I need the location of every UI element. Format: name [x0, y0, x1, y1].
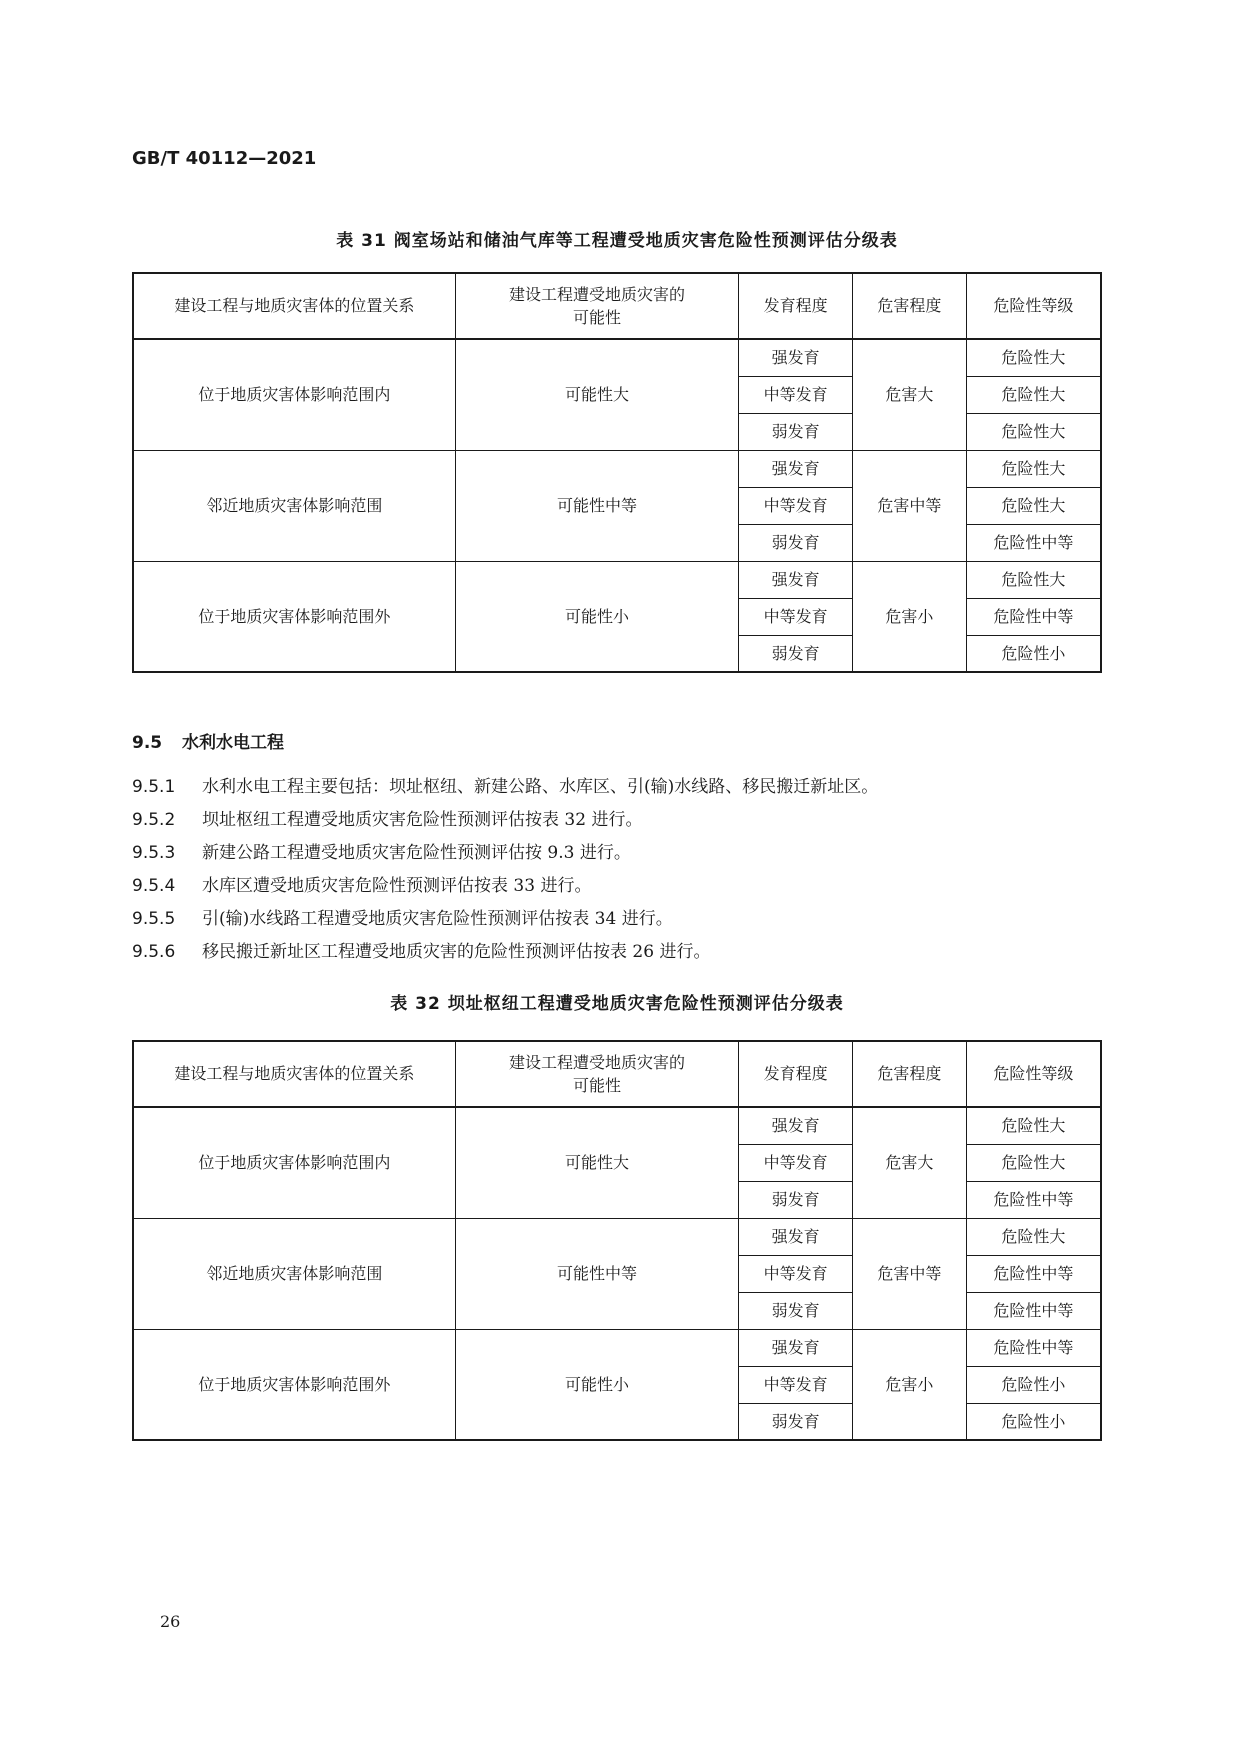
position-cell: 位于地质灾害体影响范围内 — [133, 1107, 455, 1218]
risk-cell: 危险性中等 — [966, 1181, 1101, 1218]
clause-text: 移民搬迁新址区工程遭受地质灾害的危险性预测评估按表 26 进行。 — [202, 942, 711, 962]
development-cell: 中等发育 — [739, 1144, 853, 1181]
header-likelihood-line1: 建设工程遭受地质灾害的 — [508, 284, 685, 304]
development-cell: 中等发育 — [739, 1366, 853, 1403]
header-likelihood-line1: 建设工程遭受地质灾害的 — [508, 1052, 685, 1072]
table-row — [133, 1107, 1101, 1144]
header-harm: 危害程度 — [852, 1041, 966, 1107]
risk-cell: 危险性大 — [966, 413, 1101, 450]
header-risk: 危险性等级 — [966, 1041, 1101, 1107]
section-heading — [132, 728, 284, 753]
clause-text: 坝址枢纽工程遭受地质灾害危险性预测评估按表 32 进行。 — [202, 810, 643, 830]
header-development: 发育程度 — [739, 273, 853, 339]
development-cell: 弱发育 — [739, 524, 853, 561]
development-cell: 强发育 — [739, 1329, 853, 1366]
development-cell: 弱发育 — [739, 413, 853, 450]
header-harm: 危害程度 — [852, 273, 966, 339]
risk-cell: 危险性大 — [966, 1144, 1101, 1181]
table-32-title: 表 32 坝址枢纽工程遭受地质灾害危险性预测评估分级表 — [390, 994, 844, 1014]
table-31 — [132, 272, 1102, 673]
development-cell: 弱发育 — [739, 1181, 853, 1218]
position-cell: 位于地质灾害体影响范围外 — [133, 1329, 455, 1440]
likelihood-cell: 可能性大 — [455, 339, 738, 450]
likelihood-cell: 可能性中等 — [455, 1218, 738, 1329]
header-development: 发育程度 — [739, 1041, 853, 1107]
harm-cell: 危害小 — [852, 561, 966, 672]
risk-cell: 危险性中等 — [966, 1255, 1101, 1292]
risk-cell: 危险性中等 — [966, 1329, 1101, 1366]
header-risk: 危险性等级 — [966, 273, 1101, 339]
development-cell: 中等发育 — [739, 598, 853, 635]
development-cell: 强发育 — [739, 339, 853, 376]
risk-cell: 危险性小 — [966, 1366, 1101, 1403]
table-header-row — [133, 1041, 1101, 1107]
position-cell: 位于地质灾害体影响范围外 — [133, 561, 455, 672]
clause-text: 新建公路工程遭受地质灾害危险性预测评估按 9.3 进行。 — [202, 843, 631, 863]
standard-code: GB/T 40112—2021 — [132, 148, 317, 169]
header-likelihood — [455, 273, 738, 339]
development-cell: 中等发育 — [739, 376, 853, 413]
table-31-title: 表 31 阀室场站和储油气库等工程遭受地质灾害危险性预测评估分级表 — [336, 231, 898, 251]
clause-number: 9.5.2 — [132, 810, 176, 830]
header-position: 建设工程与地质灾害体的位置关系 — [133, 1041, 455, 1107]
development-cell: 中等发育 — [739, 1255, 853, 1292]
risk-cell: 危险性大 — [966, 487, 1101, 524]
risk-cell: 危险性大 — [966, 376, 1101, 413]
development-cell: 强发育 — [739, 450, 853, 487]
position-cell: 邻近地质灾害体影响范围 — [133, 1218, 455, 1329]
harm-cell: 危害中等 — [852, 1218, 966, 1329]
likelihood-cell: 可能性大 — [455, 1107, 738, 1218]
clause-number: 9.5.3 — [132, 843, 176, 863]
table-row — [133, 1218, 1101, 1255]
header-likelihood — [455, 1041, 738, 1107]
development-cell: 强发育 — [739, 1107, 853, 1144]
likelihood-cell: 可能性小 — [455, 561, 738, 672]
likelihood-cell: 可能性小 — [455, 1329, 738, 1440]
development-cell: 弱发育 — [739, 1403, 853, 1440]
clause-number: 9.5.5 — [132, 909, 176, 929]
harm-cell: 危害大 — [852, 339, 966, 450]
clause — [132, 871, 591, 896]
clause-number: 9.5.1 — [132, 777, 176, 797]
clause — [132, 805, 642, 830]
section-title: 水利水电工程 — [182, 733, 284, 753]
page-number: 26 — [160, 1612, 181, 1631]
table-32 — [132, 1040, 1102, 1441]
position-cell: 位于地质灾害体影响范围内 — [133, 339, 455, 450]
clause-text: 水库区遭受地质灾害危险性预测评估按表 33 进行。 — [202, 876, 592, 896]
development-cell: 强发育 — [739, 1218, 853, 1255]
risk-cell: 危险性中等 — [966, 1292, 1101, 1329]
clause — [132, 772, 878, 797]
harm-cell: 危害小 — [852, 1329, 966, 1440]
clause-text: 引(输)水线路工程遭受地质灾害危险性预测评估按表 34 进行。 — [202, 909, 673, 929]
risk-cell: 危险性中等 — [966, 598, 1101, 635]
harm-cell: 危害大 — [852, 1107, 966, 1218]
risk-cell: 危险性中等 — [966, 524, 1101, 561]
risk-cell: 危险性大 — [966, 450, 1101, 487]
risk-cell: 危险性大 — [966, 339, 1101, 376]
clause-number: 9.5.6 — [132, 942, 176, 962]
clause — [132, 904, 673, 929]
clause — [132, 838, 631, 863]
risk-cell: 危险性大 — [966, 561, 1101, 598]
position-cell: 邻近地质灾害体影响范围 — [133, 450, 455, 561]
development-cell: 弱发育 — [739, 1292, 853, 1329]
risk-cell: 危险性大 — [966, 1107, 1101, 1144]
clause-text: 水利水电工程主要包括：坝址枢纽、新建公路、水库区、引(输)水线路、移民搬迁新址区。 — [202, 777, 879, 797]
table-row — [133, 450, 1101, 487]
header-likelihood-line2: 可能性 — [572, 1076, 621, 1095]
table-row — [133, 561, 1101, 598]
development-cell: 中等发育 — [739, 487, 853, 524]
development-cell: 强发育 — [739, 561, 853, 598]
risk-cell: 危险性小 — [966, 1403, 1101, 1440]
clause-number: 9.5.4 — [132, 876, 176, 896]
likelihood-cell: 可能性中等 — [455, 450, 738, 561]
development-cell: 弱发育 — [739, 635, 853, 672]
harm-cell: 危害中等 — [852, 450, 966, 561]
header-likelihood-line2: 可能性 — [572, 308, 621, 327]
table-header-row — [133, 273, 1101, 339]
section-number: 9.5 — [132, 733, 163, 753]
risk-cell: 危险性大 — [966, 1218, 1101, 1255]
header-position: 建设工程与地质灾害体的位置关系 — [133, 273, 455, 339]
table-row — [133, 339, 1101, 376]
table-row — [133, 1329, 1101, 1366]
clause — [132, 937, 710, 962]
risk-cell: 危险性小 — [966, 635, 1101, 672]
